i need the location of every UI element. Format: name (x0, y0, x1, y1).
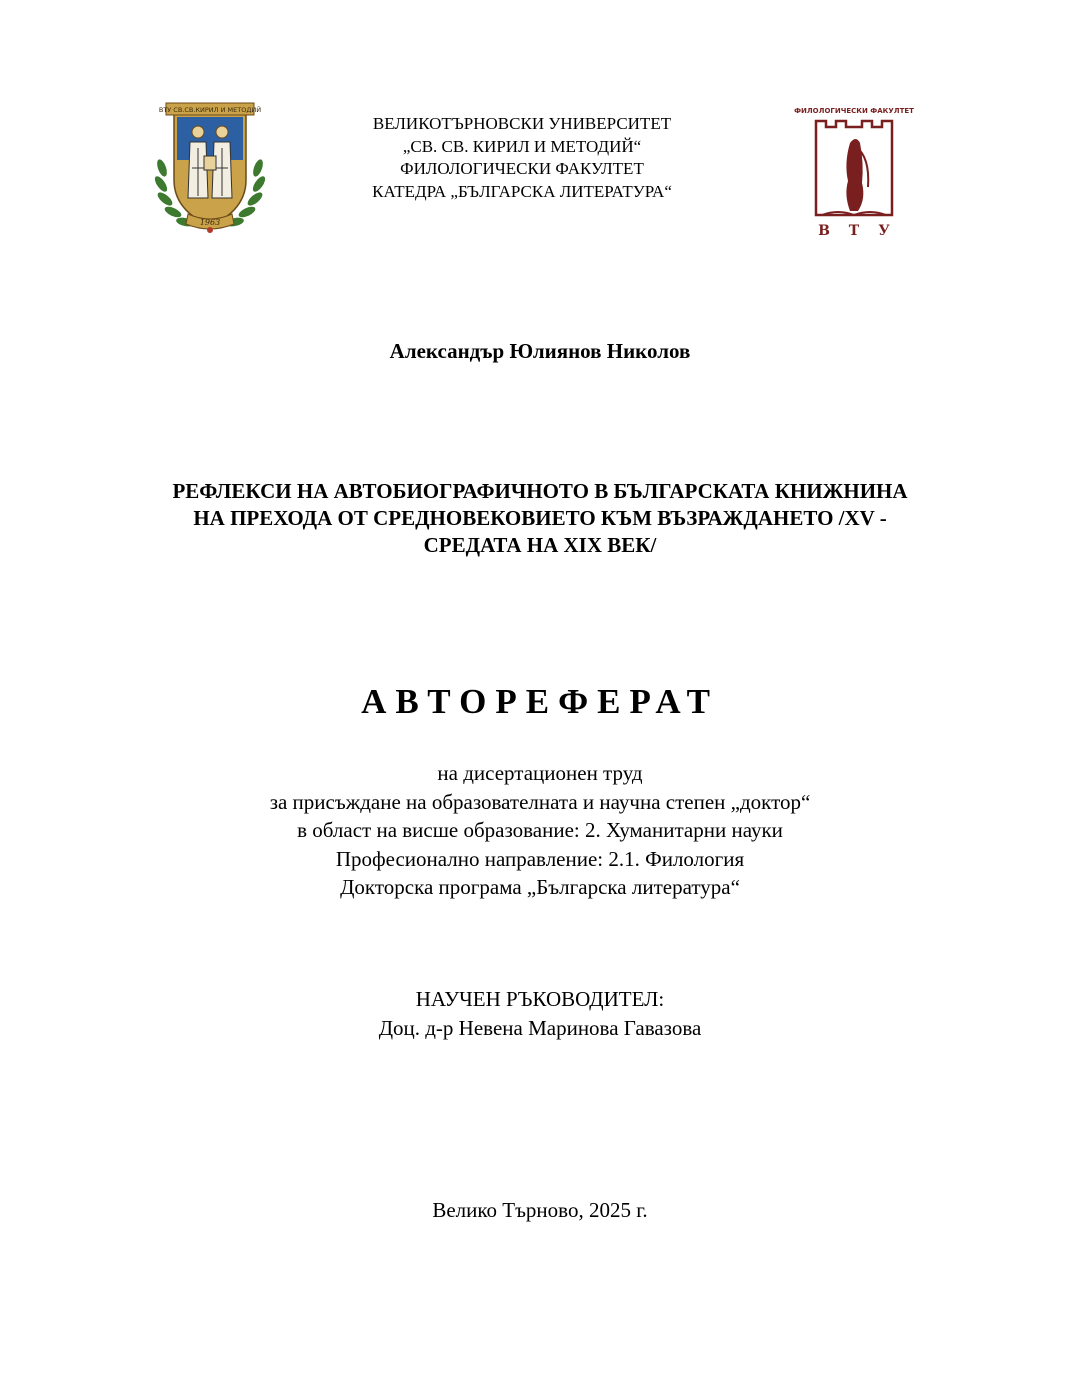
description-line5: Докторска програма „Българска литература“ (340, 875, 740, 899)
title-line1: РЕФЛЕКСИ НА АВТОБИОГРАФИЧНОТО В БЪЛГАРСКАТА КНИЖНИНА (172, 479, 908, 503)
title-line2: НА ПРЕХОДА ОТ СРЕДНОВЕКОВИЕТО КЪМ ВЪЗРАЖДАНЕТО /XV - (193, 506, 887, 530)
place-and-date: Велико Търново, 2025 г. (432, 1198, 648, 1222)
title-line3: СРЕДАТА НА XIX ВЕК/ (423, 533, 657, 557)
author-name: Александър Юлиянов Николов (389, 339, 691, 363)
crest-banner-text: ВТУ СВ.СВ.КИРИЛ И МЕТОДИЙ (158, 106, 262, 114)
emblem-top-text: ФИЛОЛОГИЧЕСКИ ФАКУЛТЕТ (794, 107, 914, 115)
dissertation-title (90, 478, 990, 559)
emblem-letter-u: У (878, 223, 890, 239)
dissertation-description (0, 759, 1080, 902)
supervisor-name: Доц. д-р Невена Маринова Гавазова (378, 1015, 702, 1040)
description-line1: на дисертационен труд (437, 761, 643, 785)
university-crest-logo (152, 98, 268, 238)
university-name-line2: „СВ. СВ. КИРИЛ И МЕТОДИЙ“ (402, 136, 642, 156)
university-name-line1: ВЕЛИКОТЪРНОВСКИ УНИВЕРСИТЕТ (372, 114, 672, 133)
supervisor-label: НАУЧЕН РЪКОВОДИТЕЛ: (415, 987, 665, 1011)
faculty-name: ФИЛОЛОГИЧЕСКИ ФАКУЛТЕТ (400, 159, 644, 178)
department-name: КАТЕДРА „БЪЛГАРСКА ЛИТЕРАТУРА“ (372, 181, 672, 201)
emblem-letter-v: В (818, 223, 830, 239)
document-type-heading: АВТОРЕФЕРАТ (361, 682, 719, 721)
institution-header (300, 113, 744, 203)
description-line3: в област на висше образование: 2. Хуманитарни науки (297, 818, 783, 842)
description-line2: за присъждане на образователната и научна степен „доктор“ (269, 789, 811, 814)
description-line4: Професионално направление: 2.1. Филология (335, 846, 745, 871)
supervisor-block (0, 985, 1080, 1042)
crest-year: 1963 (199, 218, 221, 227)
emblem-letter-t: Т (848, 223, 860, 239)
faculty-emblem-logo (794, 103, 914, 239)
